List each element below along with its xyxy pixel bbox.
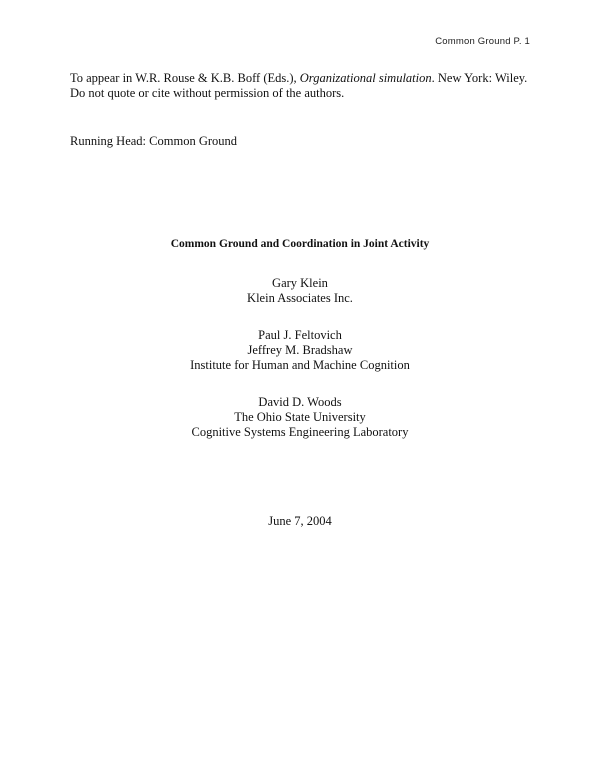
notice-line-1 (70, 71, 527, 86)
author-affiliation: Cognitive Systems Engineering Laboratory (191, 425, 409, 439)
author-name: Gary Klein (272, 276, 328, 290)
paper-title: Common Ground and Coordination in Joint Activity (170, 238, 430, 250)
notice-suffix: . New York: Wiley. (431, 71, 528, 85)
notice-prefix: To appear in W.R. Rouse & K.B. Boff (Eds.), (70, 71, 300, 85)
author-name: David D. Woods (258, 395, 342, 409)
author-affiliation: Klein Associates Inc. (247, 291, 353, 305)
author-block-1 (0, 276, 600, 306)
page-running-header: Common Ground P. 1 (435, 36, 530, 47)
author-affiliation: Institute for Human and Machine Cognition (190, 358, 410, 372)
running-head: Running Head: Common Ground (70, 134, 238, 148)
document-date: June 7, 2004 (268, 514, 332, 528)
author-name: Jeffrey M. Bradshaw (247, 343, 353, 357)
author-block-3 (0, 395, 600, 440)
publication-notice (70, 71, 527, 101)
notice-line-2: Do not quote or cite without permission of the authors. (70, 86, 345, 100)
book-title: Organizational simulation (299, 71, 432, 85)
author-name: Paul J. Feltovich (258, 328, 342, 342)
author-affiliation: The Ohio State University (234, 410, 366, 424)
author-block-2 (0, 328, 600, 373)
